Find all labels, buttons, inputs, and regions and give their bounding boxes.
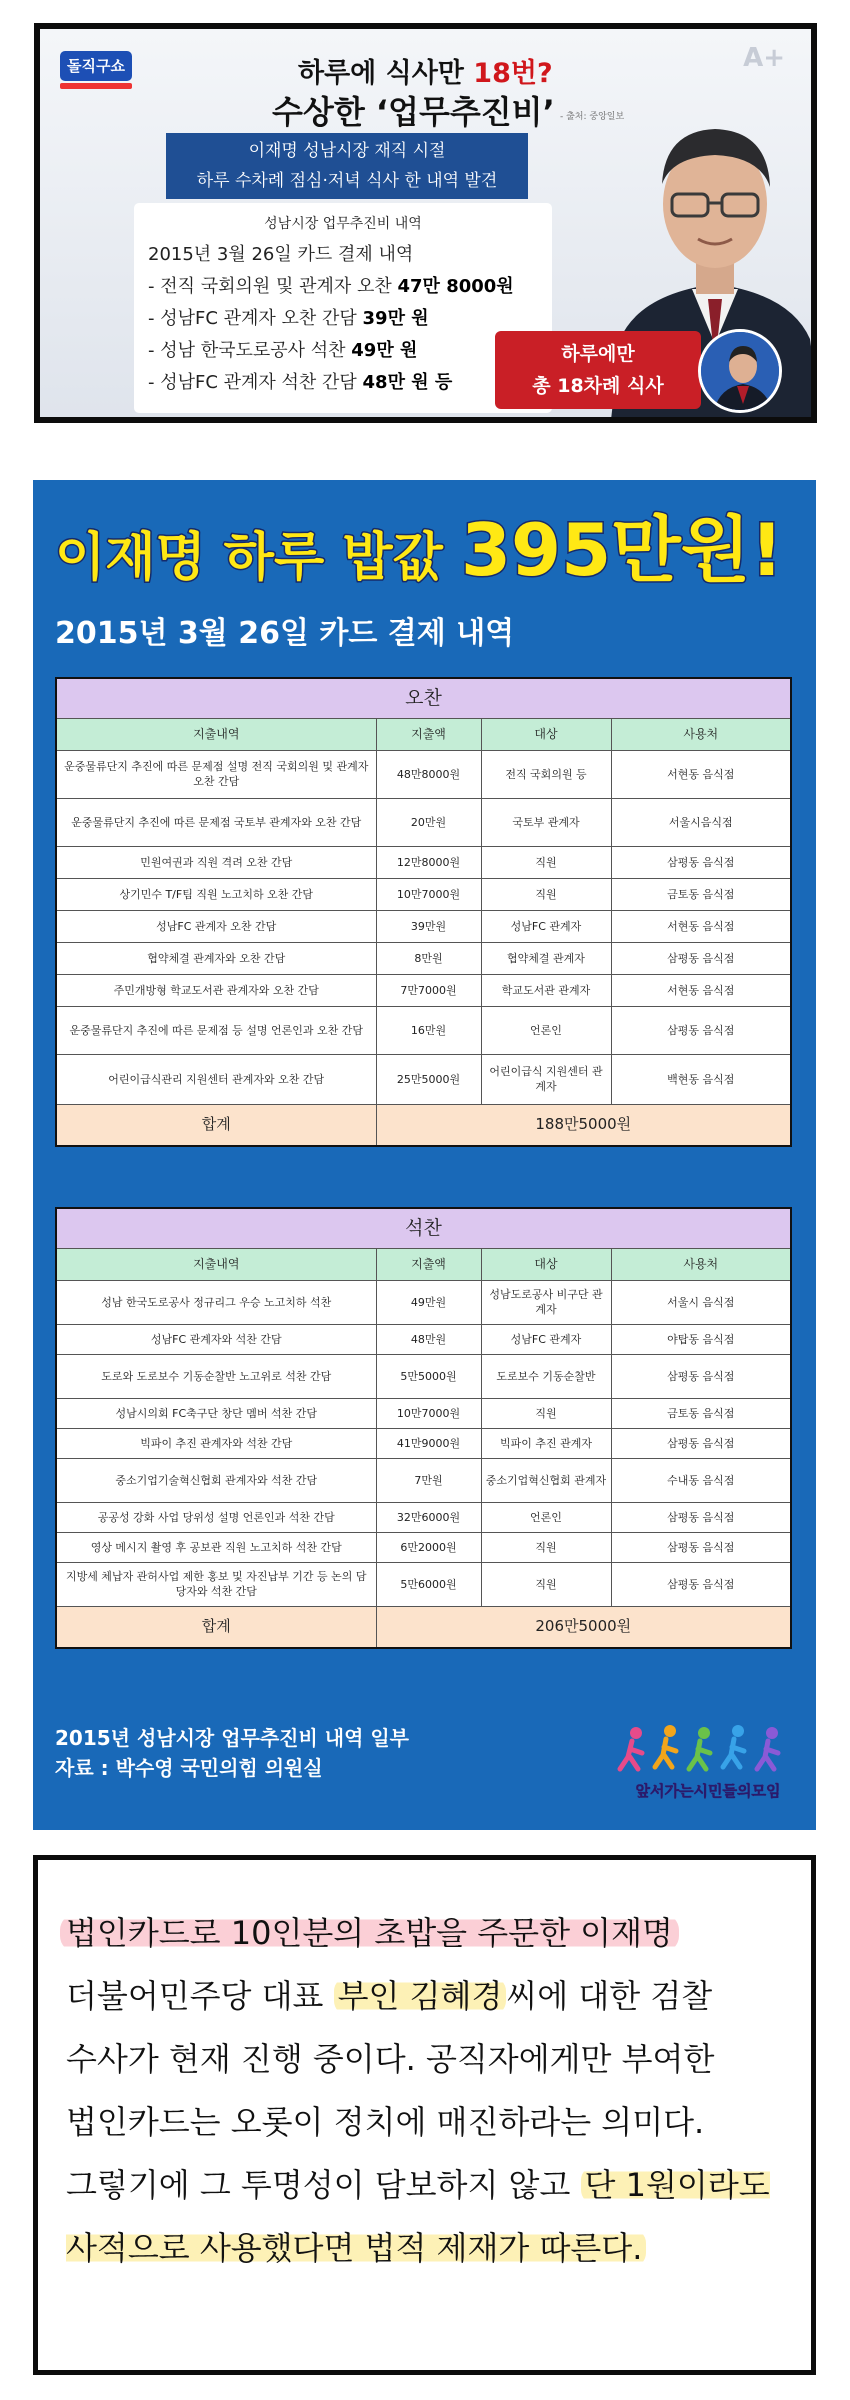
lunch-caption: 오찬 xyxy=(56,678,791,718)
row-desc: 중소기업기술혁신협회 관계자와 석찬 간담 xyxy=(56,1458,376,1502)
channel-logo: A+ xyxy=(743,43,785,73)
column-header: 사용처 xyxy=(611,718,791,750)
program-logo-underline xyxy=(60,83,132,89)
table-row xyxy=(56,878,791,910)
highlighted-text-yellow: 부인 김혜경 xyxy=(334,1977,507,2015)
table-row xyxy=(56,942,791,974)
row-desc: 운중물류단지 추진에 따른 문제점 설명 전직 국회의원 및 관계자 오찬 간담 xyxy=(56,750,376,798)
row-amount: 49만원 xyxy=(376,1280,481,1324)
row-target: 직원 xyxy=(481,846,611,878)
expense-card-title: 성남시장 업무추진비 내역 xyxy=(264,216,422,232)
row-place: 서울시 음식점 xyxy=(611,1280,791,1324)
row-target: 국토부 관계자 xyxy=(481,798,611,846)
row-amount: 48만원 xyxy=(376,1324,481,1354)
column-header: 지출내역 xyxy=(56,718,376,750)
lunch-table xyxy=(55,677,792,1147)
highlighted-text-yellow: 단 1원이라도 사적으로 사용했다면 법적 제재가 따른다. xyxy=(66,2166,770,2267)
headline-1-red-text: 18번? xyxy=(473,58,553,89)
caption-text-panel xyxy=(33,1855,816,2375)
row-amount: 5만5000원 xyxy=(376,1354,481,1398)
row-amount: 10만7000원 xyxy=(376,1398,481,1428)
expense-card-line: - 성남FC 관계자 오찬 간담 39만 원 xyxy=(148,308,429,329)
row-desc: 민원여권과 직원 격려 오찬 간담 xyxy=(56,846,376,878)
row-place: 서현동 음식점 xyxy=(611,750,791,798)
row-desc: 도로와 도로보수 기동순찰반 노고위로 석찬 간담 xyxy=(56,1354,376,1398)
plain-text: 씨에 대한 검찰 수사가 현재 진행 중이다. 공직자에게만 부여한 법인카드는 오롯이 정치에 매진하라는 의미다. 그렇기에 그 투명성이 담보하지 않고 xyxy=(66,1977,715,2204)
row-amount: 12만8000원 xyxy=(376,846,481,878)
table-row xyxy=(56,974,791,1006)
infographic-title xyxy=(55,492,783,596)
news-red-caption xyxy=(495,331,701,409)
table-row xyxy=(56,1354,791,1398)
column-header: 지출액 xyxy=(376,718,481,750)
row-desc: 지방세 체납자 관허사업 제한 홍보 및 자진납부 기간 등 논의 담당자와 석찬 간담 xyxy=(56,1562,376,1606)
row-place: 서현동 음식점 xyxy=(611,974,791,1006)
row-target: 성남FC 관계자 xyxy=(481,1324,611,1354)
organization-logo xyxy=(608,1723,808,1803)
row-desc: 성남FC 관계자 오찬 간담 xyxy=(56,910,376,942)
row-target: 언론인 xyxy=(481,1006,611,1054)
row-place: 금토동 음식점 xyxy=(611,878,791,910)
column-header: 대상 xyxy=(481,718,611,750)
dinner-table xyxy=(55,1207,792,1649)
running-people-icon xyxy=(608,1723,808,1773)
column-header: 사용처 xyxy=(611,1248,791,1280)
news-source: - 출처: 중앙일보 xyxy=(560,112,625,122)
highlighted-text-pink: 법인카드로 10인분의 초밥을 주문한 이재명 xyxy=(60,1914,679,1952)
expense-card-line: - 전직 국회의원 및 관계자 오찬 47만 8000원 xyxy=(148,276,514,297)
column-header: 대상 xyxy=(481,1248,611,1280)
row-amount: 16만원 xyxy=(376,1006,481,1054)
organization-name: 앞서가는시민들의모임 xyxy=(635,1782,781,1800)
expense-card-line: - 성남 한국도로공사 석찬 49만 원 xyxy=(148,340,418,361)
row-target: 중소기업혁신협회 관계자 xyxy=(481,1458,611,1502)
row-target: 전직 국회의원 등 xyxy=(481,750,611,798)
news-headline-1 xyxy=(298,51,553,90)
row-desc: 주민개방형 학교도서관 관계자와 오찬 간담 xyxy=(56,974,376,1006)
row-desc: 공공성 강화 사업 당위성 설명 언론인과 석찬 간담 xyxy=(56,1502,376,1532)
column-header: 지출액 xyxy=(376,1248,481,1280)
row-place: 서현동 음식점 xyxy=(611,910,791,942)
table-row xyxy=(56,798,791,846)
title-big-text: 395만원! xyxy=(460,508,784,592)
infographic-subtitle: 2015년 3월 26일 카드 결제 내역 xyxy=(55,616,515,651)
row-target: 협약체결 관계자 xyxy=(481,942,611,974)
row-desc: 협약체결 관계자와 오찬 간담 xyxy=(56,942,376,974)
news-blue-caption xyxy=(166,133,528,199)
row-desc: 영상 메시지 촬영 후 공보관 직원 노고치하 석찬 간담 xyxy=(56,1532,376,1562)
row-place: 삼평동 음식점 xyxy=(611,1428,791,1458)
blue-caption-line-1: 이재명 성남시장 재직 시절 xyxy=(248,141,446,161)
row-amount: 6만2000원 xyxy=(376,1532,481,1562)
row-target: 직원 xyxy=(481,878,611,910)
row-amount: 7만7000원 xyxy=(376,974,481,1006)
row-desc: 운중물류단지 추진에 따른 문제점 국토부 관계자와 오찬 간담 xyxy=(56,798,376,846)
row-desc: 성남 한국도로공사 정규리그 우승 노고치하 석찬 xyxy=(56,1280,376,1324)
dinner-caption: 석찬 xyxy=(56,1208,791,1248)
news-capture-panel xyxy=(34,23,817,423)
row-place: 삼평동 음식점 xyxy=(611,1532,791,1562)
row-place: 수내동 음식점 xyxy=(611,1458,791,1502)
row-amount: 41만9000원 xyxy=(376,1428,481,1458)
total-value: 206만5000원 xyxy=(376,1606,791,1648)
row-place: 삼평동 음식점 xyxy=(611,1006,791,1054)
row-target: 직원 xyxy=(481,1532,611,1562)
red-caption-line-1: 하루에만 xyxy=(561,343,635,365)
row-target: 어린이급식 지원센터 관계자 xyxy=(481,1054,611,1104)
row-amount: 39만원 xyxy=(376,910,481,942)
row-target: 학교도서관 관계자 xyxy=(481,974,611,1006)
plain-text: 더불어민주당 대표 xyxy=(66,1977,334,2015)
row-amount: 20만원 xyxy=(376,798,481,846)
table-row xyxy=(56,1006,791,1054)
total-label: 합계 xyxy=(56,1606,376,1648)
row-target: 언론인 xyxy=(481,1502,611,1532)
row-amount: 7만원 xyxy=(376,1458,481,1502)
row-desc: 상기민수 T/F팀 직원 노고치하 오찬 간담 xyxy=(56,878,376,910)
row-amount: 32만6000원 xyxy=(376,1502,481,1532)
red-caption-line-2: 총 18차례 식사 xyxy=(532,375,664,397)
total-value: 188만5000원 xyxy=(376,1104,791,1146)
anchor-thumbnail xyxy=(698,329,782,413)
row-desc: 운중물류단지 추진에 따른 문제점 등 설명 언론인과 오찬 간담 xyxy=(56,1006,376,1054)
row-target: 직원 xyxy=(481,1562,611,1606)
row-target: 빅파이 추진 관계자 xyxy=(481,1428,611,1458)
row-desc: 어린이급식관리 지원센터 관계자와 오찬 간담 xyxy=(56,1054,376,1104)
table-row xyxy=(56,1324,791,1354)
table-row xyxy=(56,1280,791,1324)
table-row xyxy=(56,1562,791,1606)
row-amount: 10만7000원 xyxy=(376,878,481,910)
row-place: 삼평동 음식점 xyxy=(611,1502,791,1532)
table-row xyxy=(56,1532,791,1562)
infographic-footer xyxy=(55,1723,409,1783)
table-row xyxy=(56,910,791,942)
table-row xyxy=(56,1398,791,1428)
table-row xyxy=(56,1458,791,1502)
expense-card xyxy=(134,203,552,413)
row-place: 금토동 음식점 xyxy=(611,1398,791,1428)
row-desc: 빅파이 추진 관계자와 석찬 간담 xyxy=(56,1428,376,1458)
table-row xyxy=(56,1502,791,1532)
table-row xyxy=(56,846,791,878)
table-row xyxy=(56,750,791,798)
row-place: 삼평동 음식점 xyxy=(611,1354,791,1398)
infographic-panel xyxy=(33,480,816,1830)
headline-1-text: 하루에 식사만 xyxy=(298,58,474,89)
row-place: 삼평동 음식점 xyxy=(611,942,791,974)
row-place: 삼평동 음식점 xyxy=(611,846,791,878)
footer-line-1: 2015년 성남시장 업무추진비 내역 일부 xyxy=(55,1726,409,1750)
row-target: 성남도로공사 비구단 관계자 xyxy=(481,1280,611,1324)
title-small-text: 이재명 하루 밥값 xyxy=(55,528,461,588)
row-desc: 성남FC 관계자와 석찬 간담 xyxy=(56,1324,376,1354)
row-desc: 성남시의회 FC축구단 창단 멤버 석찬 간담 xyxy=(56,1398,376,1428)
table-row xyxy=(56,1428,791,1458)
row-amount: 25만5000원 xyxy=(376,1054,481,1104)
row-place: 삼평동 음식점 xyxy=(611,1562,791,1606)
row-place: 백현동 음식점 xyxy=(611,1054,791,1104)
dinner-total-row xyxy=(56,1606,791,1648)
expense-card-line: - 성남FC 관계자 석찬 간담 48만 원 등 xyxy=(148,372,453,393)
row-place: 야탑동 음식점 xyxy=(611,1324,791,1354)
table-row xyxy=(56,1054,791,1104)
row-amount: 48만8000원 xyxy=(376,750,481,798)
row-place: 서울시음식점 xyxy=(611,798,791,846)
article-paragraph xyxy=(66,1902,783,2280)
row-target: 도로보수 기동순찰반 xyxy=(481,1354,611,1398)
row-target: 성남FC 관계자 xyxy=(481,910,611,942)
news-headline-2: 수상한 ‘업무추진비’ xyxy=(272,93,555,131)
footer-line-2: 자료 : 박수영 국민의힘 의원실 xyxy=(55,1756,323,1780)
column-header: 지출내역 xyxy=(56,1248,376,1280)
total-label: 합계 xyxy=(56,1104,376,1146)
blue-caption-line-2: 하루 수차례 점심·저녁 식사 한 내역 발견 xyxy=(196,171,498,191)
row-amount: 5만6000원 xyxy=(376,1562,481,1606)
row-target: 직원 xyxy=(481,1398,611,1428)
lunch-total-row xyxy=(56,1104,791,1146)
row-amount: 8만원 xyxy=(376,942,481,974)
program-logo: 돌직구쇼 xyxy=(60,51,132,81)
expense-card-line: 2015년 3월 26일 카드 결제 내역 xyxy=(148,244,414,265)
